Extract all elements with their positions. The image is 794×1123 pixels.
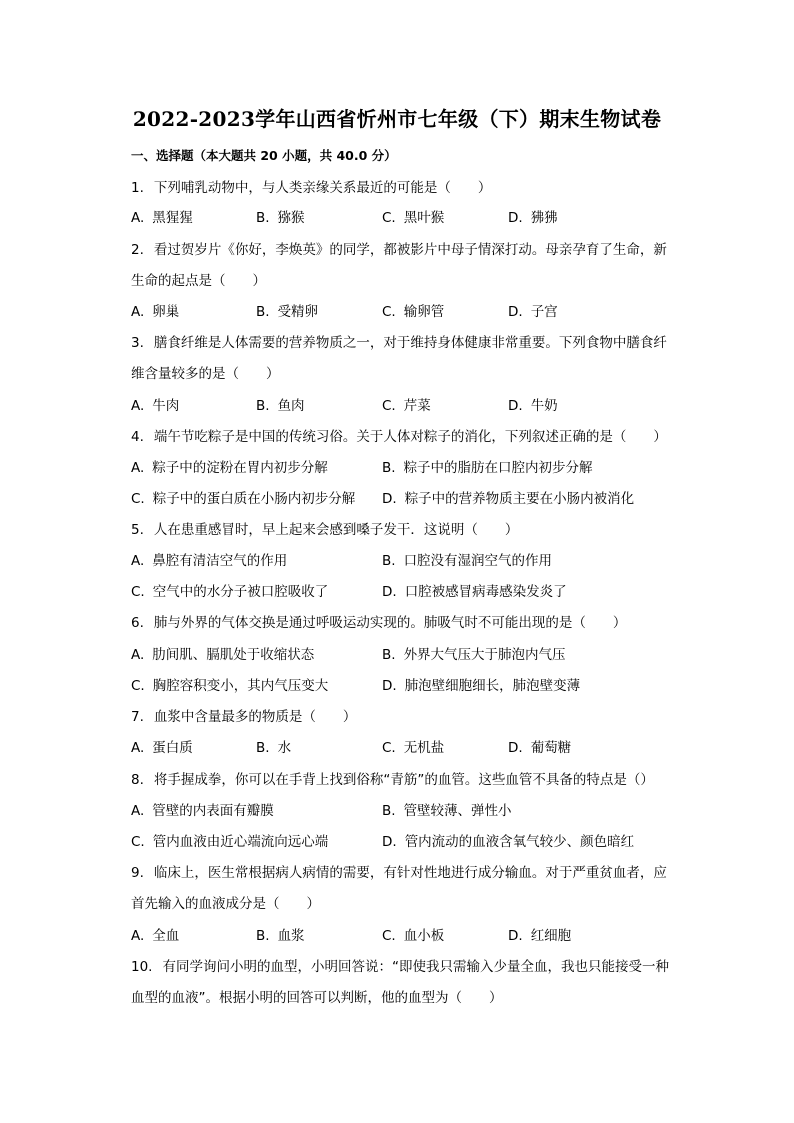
question-number: 8. [131, 772, 144, 788]
option-b: B. 水 [256, 740, 292, 756]
question-1 [131, 176, 491, 196]
option-b: B. 猕猴 [256, 210, 305, 226]
question-text: 下列哺乳动物中，与人类亲缘关系最近的可能是（ ） [153, 180, 492, 196]
option-b: B. 受精卵 [256, 304, 319, 320]
option-a: A. 卵巢 [131, 304, 180, 320]
question-text: 膳食纤维是人体需要的营养物质之一，对于维持身体健康非常重要。下列食物中膳食纤 [153, 335, 667, 351]
question-text: 将手握成拳，你可以在手背上找到俗称“青筋”的血管。这些血管不具备的特点是（） [153, 772, 654, 788]
option-d: D. 葡萄糖 [508, 740, 572, 756]
question-7 [131, 705, 356, 725]
option-b: B. 口腔没有湿润空气的作用 [382, 553, 553, 569]
question-number: 5. [131, 522, 144, 538]
option-c: C. 黑叶猴 [382, 210, 445, 226]
option-c: C. 粽子中的蛋白质在小肠内初步分解 [131, 491, 356, 507]
option-a: A. 粽子中的淀粉在胃内初步分解 [131, 460, 328, 476]
option-c: C. 胸腔容积变小，其内气压变大 [131, 678, 329, 694]
option-d: D. 口腔被感冒病毒感染发炎了 [382, 584, 567, 600]
option-b: B. 管壁较薄、弹性小 [382, 803, 512, 819]
question-4 [131, 425, 667, 445]
option-c: C. 血小板 [382, 928, 445, 944]
option-c: C. 无机盐 [382, 740, 445, 756]
question-text: 端午节吃粽子是中国的传统习俗。关于人体对粽子的消化，下列叙述正确的是（ ） [153, 429, 667, 445]
question-6 [131, 611, 626, 631]
question-number: 10. [131, 959, 153, 975]
option-a: A. 牛肉 [131, 398, 180, 414]
question-9 [131, 861, 667, 881]
question-text: 看过贺岁片《你好，李焕英》的同学，都被影片中母子情深打动。母亲孕育了生命，新 [153, 242, 667, 258]
question-text: 人在患重感冒时，早上起来会感到嗓子发干．这说明（ ） [153, 522, 519, 538]
question-10 [131, 955, 669, 975]
question-8 [131, 768, 654, 788]
question-number: 4. [131, 429, 144, 445]
question-text-continued: 首先输入的血液成分是（ ） [131, 896, 320, 912]
question-number: 3. [131, 335, 144, 351]
option-d: D. 子宫 [508, 304, 558, 320]
question-text: 血浆中含量最多的物质是（ ） [153, 709, 357, 725]
option-d: D. 粽子中的营养物质主要在小肠内被消化 [382, 491, 635, 507]
question-text-continued: 生命的起点是（ ） [131, 273, 266, 289]
question-text-continued: 血型的血液”。根据小明的回答可以判断，他的血型为（ ） [131, 990, 503, 1006]
question-number: 6. [131, 615, 144, 631]
option-b: B. 粽子中的脂肪在口腔内初步分解 [382, 460, 593, 476]
option-d: D. 管内流动的血液含氧气较少、颜色暗红 [382, 834, 635, 850]
question-number: 1. [131, 180, 144, 196]
question-text: 有同学询问小明的血型，小明回答说：“即使我只需输入少量全血，我也只能接受一种 [162, 959, 669, 975]
option-d: D. 狒狒 [508, 210, 558, 226]
question-number: 9. [131, 865, 144, 881]
option-a: A. 肋间肌、膈肌处于收缩状态 [131, 647, 315, 663]
option-c: C. 管内血液由近心端流向远心端 [131, 834, 329, 850]
option-d: D. 红细胞 [508, 928, 572, 944]
option-a: A. 鼻腔有清洁空气的作用 [131, 553, 288, 569]
option-b: B. 外界大气压大于肺泡内气压 [382, 647, 566, 663]
question-2 [131, 238, 667, 258]
option-a: A. 全血 [131, 928, 180, 944]
option-a: A. 黑猩猩 [131, 210, 193, 226]
question-text-continued: 维含量较多的是（ ） [131, 366, 280, 382]
question-number: 7. [131, 709, 144, 725]
question-text: 临床上，医生常根据病人病情的需要，有针对性地进行成分输血。对于严重贫血者，应 [153, 865, 667, 881]
question-number: 2. [131, 242, 144, 258]
question-3 [131, 331, 667, 351]
option-c: C. 输卵管 [382, 304, 445, 320]
option-a: A. 蛋白质 [131, 740, 193, 756]
section-heading: 一、选择题（本大题共 20 小题，共 40.0 分） [131, 148, 397, 163]
option-a: A. 管壁的内表面有瓣膜 [131, 803, 274, 819]
exam-title: 2022-2023学年山西省忻州市七年级（下）期末生物试卷 [132, 107, 662, 131]
question-text: 肺与外界的气体交换是通过呼吸运动实现的。肺吸气时不可能出现的是（ ） [153, 615, 627, 631]
option-b: B. 血浆 [256, 928, 305, 944]
option-c: C. 空气中的水分子被口腔吸收了 [131, 584, 329, 600]
option-d: D. 肺泡壁细胞细长，肺泡壁变薄 [382, 678, 581, 694]
question-5 [131, 518, 518, 538]
option-b: B. 鱼肉 [256, 398, 305, 414]
option-c: C. 芹菜 [382, 398, 431, 414]
option-d: D. 牛奶 [508, 398, 558, 414]
